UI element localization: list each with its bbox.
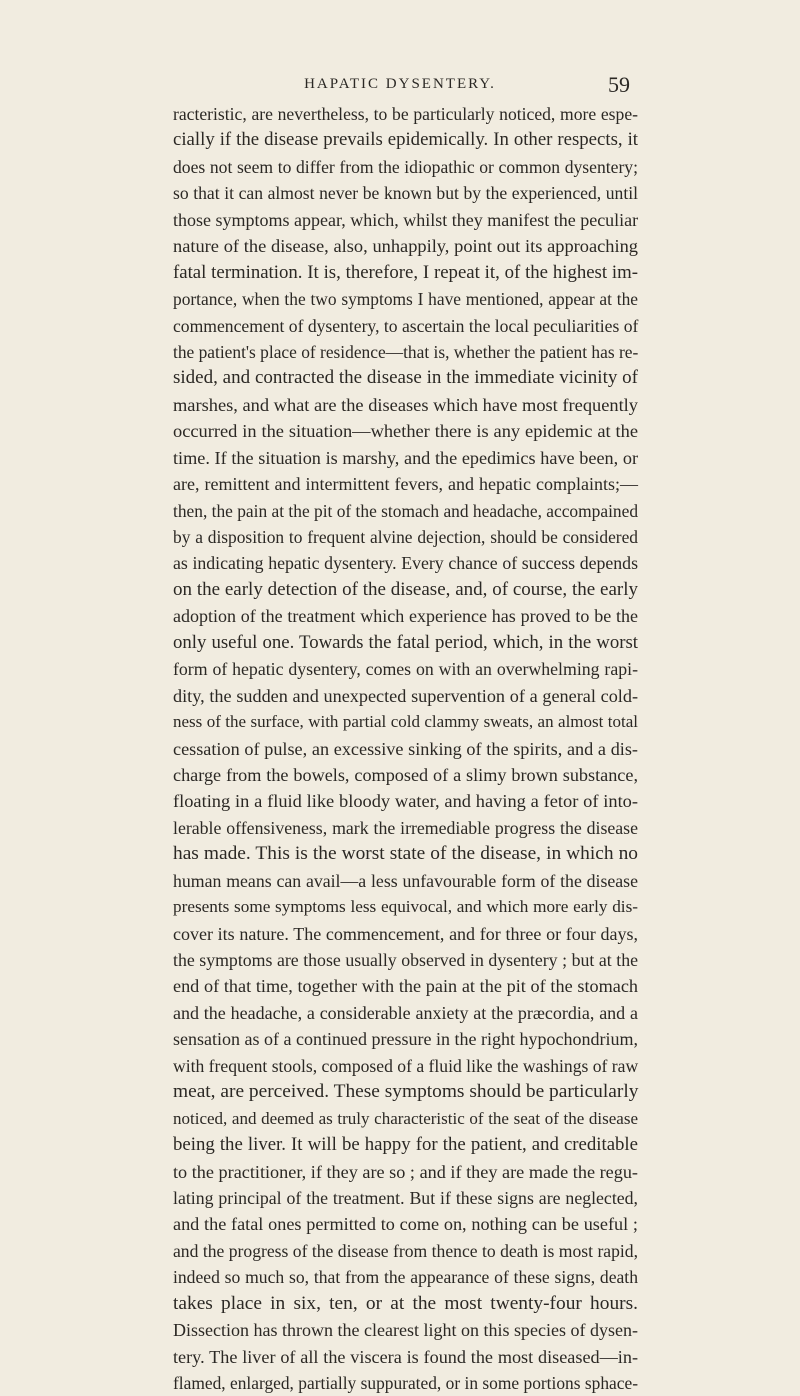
text-line: and the headache, a considerable anxiety at the præcordia, and a (173, 1002, 638, 1023)
text-line: end of that time, together with the pain at the pit of the stomach (173, 976, 638, 997)
text-line: those symptoms appear, which, whilst they manifest the peculiar (173, 209, 639, 230)
text-line: commencement of dysentery, to ascertain the local peculiarities of (173, 315, 639, 336)
text-line: to the practitioner, if they are so ; and if they are made the regu- (173, 1161, 638, 1182)
text-line: cessation of pulse, an excessive sinking of the spirits, and a dis- (173, 738, 638, 759)
text-line: cially if the disease prevails epidemically. In other respects, it (173, 129, 638, 151)
text-line: sensation as of a continued pressure in the right hypochondrium, (173, 1029, 638, 1050)
text-line: being the liver. It will be happy for the patient, and creditable (173, 1134, 638, 1156)
running-head: HAPATIC DYSENTERY. (304, 76, 496, 92)
text-line: Dissection has thrown the clearest light on this species of dysen- (173, 1320, 638, 1341)
page-header (0, 72, 800, 98)
body-text (173, 101, 638, 1396)
text-line: tery. The liver of all the viscera is found the most diseased—in- (173, 1346, 638, 1367)
text-line: form of hepatic dysentery, comes on with an overwhelming rapi- (173, 659, 638, 680)
text-line: meat, are perceived. These symptoms should be particularly (173, 1081, 639, 1103)
text-line: dity, the sudden and unexpected supervention of a general cold- (173, 685, 638, 706)
text-line: noticed, and deemed as truly characteristic of the seat of the disease (173, 1108, 638, 1128)
text-line: ness of the surface, with partial cold clammy sweats, an almost total (173, 712, 638, 732)
text-line: adoption of the treatment which experience has proved to be the (173, 606, 638, 627)
text-line: nature of the disease, also, unhappily, point out its approaching (173, 236, 638, 257)
text-line: lerable offensiveness, mark the irremediable progress the disease (173, 817, 638, 838)
page-number: 59 (608, 72, 630, 97)
text-line: flamed, enlarged, partially suppurated, or in some portions sphace- (173, 1373, 638, 1393)
text-line: racteristic, are nevertheless, to be particularly noticed, more espe- (173, 104, 638, 124)
text-line: and the progress of the disease from thence to death is most rapid, (173, 1240, 638, 1261)
text-line: presents some symptoms less equivocal, and which more early dis- (173, 897, 638, 917)
text-line: marshes, and what are the diseases which have most frequently (173, 394, 638, 415)
text-line: then, the pain at the pit of the stomach and headache, accompained (173, 500, 639, 521)
text-line: does not seem to differ from the idiopathic or common dysentery; (173, 156, 638, 177)
text-line: indeed so much so, that from the appearance of these signs, death (173, 1267, 638, 1288)
text-line: are, remittent and intermittent fevers, and hepatic complaints;— (173, 474, 638, 495)
text-line: the symptoms are those usually observed in dysentery ; but at the (173, 950, 638, 970)
text-line: so that it can almost never be known but by the experienced, until (173, 183, 638, 204)
text-line: lating principal of the treatment. But if these signs are neglected, (173, 1187, 638, 1208)
text-line: only useful one. Towards the fatal period, which, in the worst (173, 631, 638, 653)
text-line: with frequent stools, composed of a fluid like the washings of raw (173, 1055, 639, 1076)
text-line: sided, and contracted the disease in the immediate vicinity of (173, 367, 638, 389)
text-line: cover its nature. The commencement, and for three or four days, (173, 923, 638, 944)
text-line: by a disposition to frequent alvine dejection, should be considered (173, 527, 638, 547)
text-line: human means can avail—a less unfavourable form of the disease (173, 870, 638, 891)
text-line: and the fatal ones permitted to come on, nothing can be useful ; (173, 1214, 638, 1235)
text-line: occurred in the situation—whether there is any epidemic at the (173, 421, 638, 442)
text-line: floating in a fluid like bloody water, and having a fetor of into- (173, 791, 638, 812)
text-line: as indicating hepatic dysentery. Every chance of success depends (173, 553, 638, 574)
text-line: on the early detection of the disease, and, of course, the early (173, 578, 638, 600)
text-line: fatal termination. It is, therefore, I repeat it, of the highest im- (173, 261, 638, 283)
text-line: time. If the situation is marshy, and the epedimics have been, or (173, 447, 638, 468)
text-line: has made. This is the worst state of the disease, in which no (173, 843, 638, 865)
text-line: portance, when the two symptoms I have mentioned, appear at the (173, 289, 638, 310)
text-line: the patient's place of residence—that is, whether the patient has re- (173, 341, 639, 362)
text-line: takes place in six, ten, or at the most twenty-four hours. (173, 1292, 638, 1314)
text-line: charge from the bowels, composed of a slimy brown substance, (173, 764, 638, 785)
